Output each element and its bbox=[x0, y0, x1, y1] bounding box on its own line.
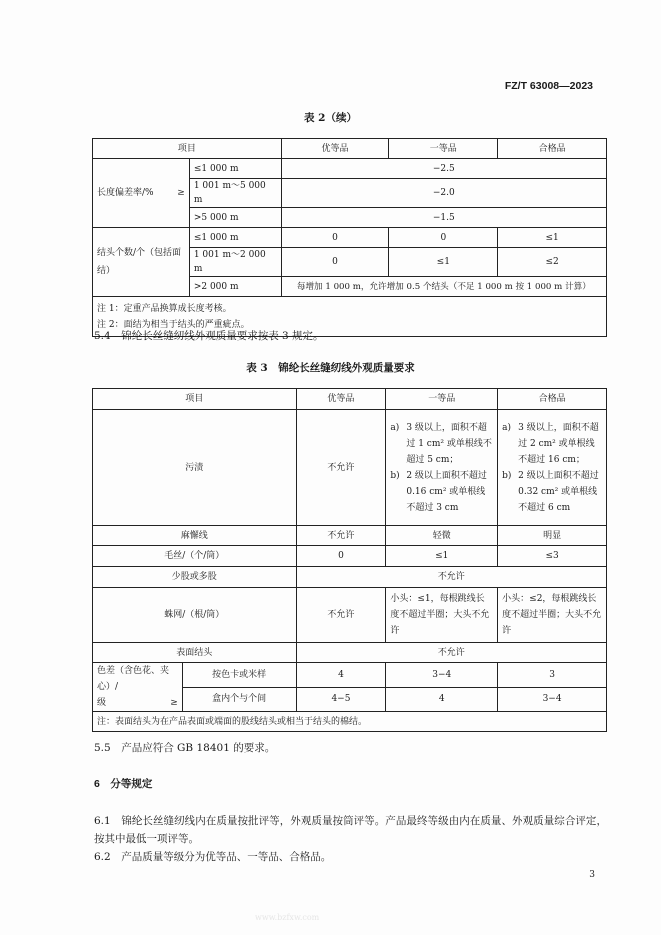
color-diff-label-a: 色差（含色花、夹心）/ bbox=[97, 666, 170, 692]
knots-range: >2 000 m bbox=[189, 277, 281, 297]
knots-label: 结头个数/个（包括面结） bbox=[93, 228, 190, 297]
knots-g2: 0 bbox=[389, 228, 498, 248]
stain-g2-a: a) 3 级以上，面积不超过 1 cm² 或单根线不超过 5 cm； bbox=[390, 422, 492, 465]
table2-caption: 表 2（续） bbox=[304, 112, 357, 124]
t2-header-g1: 优等品 bbox=[281, 139, 389, 159]
surface-knot-label: 表面结头 bbox=[93, 643, 297, 663]
para-6-1: 6.1 锦纶长丝缝纫线内在质量按批评等，外观质量按筒评等。产品最终等级由内在质量、外观质量综合评定，按其中最低一项评等。 bbox=[94, 815, 607, 845]
page-number: 3 bbox=[589, 870, 595, 880]
length-dev-text: 长度偏差率/% bbox=[97, 188, 154, 198]
fuzz-g3: ≤3 bbox=[498, 546, 607, 567]
color-g1: 4 bbox=[296, 663, 386, 688]
stain-g3-b: b) 2 级以上面积不超过 0.32 cm² 或单根线不超过 6 cm bbox=[502, 470, 599, 513]
knots-g1: 0 bbox=[281, 248, 389, 277]
stain-g2 bbox=[386, 410, 498, 526]
section-6-title: 6 分等规定 bbox=[94, 778, 153, 790]
web-g3: 小头：≤2，每根跳线长度不超过半圈；大头不允许 bbox=[498, 588, 607, 643]
web-label: 蛛网/（根/筒） bbox=[93, 588, 297, 643]
para-5-4: 5.4 锦纶长丝缝纫线外观质量要求按表 3 规定。 bbox=[94, 330, 324, 342]
length-value: −2.0 bbox=[281, 179, 606, 208]
knots-g3: ≤1 bbox=[498, 228, 607, 248]
color-g1: 4−5 bbox=[296, 687, 386, 712]
color-g3: 3 bbox=[498, 663, 607, 688]
color-diff-geq: ≥ bbox=[170, 698, 178, 708]
surface-knot-value: 不允许 bbox=[296, 643, 606, 663]
stain-g3 bbox=[498, 410, 607, 526]
color-diff-label bbox=[93, 663, 183, 712]
stain-g2-b: b) 2 级以上面积不超过 0.16 cm² 或单根线不超过 3 cm bbox=[390, 470, 487, 513]
ply-label: 少股或多股 bbox=[93, 567, 297, 588]
web-g1: 不允许 bbox=[296, 588, 386, 643]
knots-range: 1 001 m～2 000 m bbox=[189, 248, 281, 277]
hemp-g3: 明显 bbox=[498, 526, 607, 546]
table2 bbox=[92, 138, 607, 337]
fuzz-g2: ≤1 bbox=[386, 546, 498, 567]
hemp-g1: 不允许 bbox=[296, 526, 386, 546]
para-6-2: 6.2 产品质量等级分为优等品、一等品、合格品。 bbox=[94, 851, 332, 863]
length-range: 1 001 m～5 000 m bbox=[189, 179, 281, 208]
t3-header-g3: 合格品 bbox=[498, 389, 607, 410]
watermark: www.bzfxw.com bbox=[255, 913, 320, 922]
stain-g1: 不允许 bbox=[296, 410, 386, 526]
t3-header-g2: 一等品 bbox=[386, 389, 498, 410]
t2-header-g3: 合格品 bbox=[498, 139, 607, 159]
length-range: >5 000 m bbox=[189, 208, 281, 228]
knots-g1: 0 bbox=[281, 228, 389, 248]
t3-header-item: 项目 bbox=[93, 389, 297, 410]
t3-header-g1: 优等品 bbox=[296, 389, 386, 410]
t2-header-g2: 一等品 bbox=[389, 139, 498, 159]
color-g2: 3−4 bbox=[386, 663, 498, 688]
color-sub: 按色卡或米样 bbox=[182, 663, 296, 688]
color-sub: 盒内个与个间 bbox=[182, 687, 296, 712]
web-g2: 小头：≤1，每根跳线长度不超过半圈；大头不允许 bbox=[386, 588, 498, 643]
length-value: −2.5 bbox=[281, 159, 606, 179]
para-5-5: 5.5 产品应符合 GB 18401 的要求。 bbox=[94, 742, 276, 754]
knots-range: ≤1 000 m bbox=[189, 228, 281, 248]
t2-note: 注 2：面结为相当于结头的严重疵点。 bbox=[97, 319, 250, 330]
standard-number: FZ/T 63008—2023 bbox=[504, 80, 593, 92]
fuzz-g1: 0 bbox=[296, 546, 386, 567]
knots-g3: ≤2 bbox=[498, 248, 607, 277]
color-g2: 4 bbox=[386, 687, 498, 712]
length-value: −1.5 bbox=[281, 208, 606, 228]
t3-note: 注：表面结头为在产品表面或端面的股线结头或相当于结头的棉结。 bbox=[93, 712, 607, 732]
t2-note: 注 1：定重产品换算成长度考核。 bbox=[97, 303, 232, 314]
hemp-label: 麻懈线 bbox=[93, 526, 297, 546]
color-g3: 3−4 bbox=[498, 687, 607, 712]
length-dev-label bbox=[93, 159, 190, 228]
ply-value: 不允许 bbox=[296, 567, 606, 588]
t2-header-item: 项目 bbox=[93, 139, 282, 159]
table3-caption: 表 3 锦纶长丝缝纫线外观质量要求 bbox=[246, 362, 415, 374]
length-dev-geq: ≥ bbox=[177, 188, 185, 198]
hemp-g2: 轻微 bbox=[386, 526, 498, 546]
fuzz-label: 毛丝/（个/筒） bbox=[93, 546, 297, 567]
length-range: ≤1 000 m bbox=[189, 159, 281, 179]
color-diff-label-b: 级 ≥ bbox=[97, 695, 178, 711]
stain-label: 污渍 bbox=[93, 410, 297, 526]
knots-g2: ≤1 bbox=[389, 248, 498, 277]
knots-increment: 每增加 1 000 m，允许增加 0.5 个结头（不足 1 000 m 按 1 000 m 计算） bbox=[281, 277, 606, 297]
table3 bbox=[92, 388, 607, 732]
stain-g3-a: a) 3 级以上，面积不超过 2 cm² 或单根线不超过 16 cm； bbox=[502, 422, 599, 465]
